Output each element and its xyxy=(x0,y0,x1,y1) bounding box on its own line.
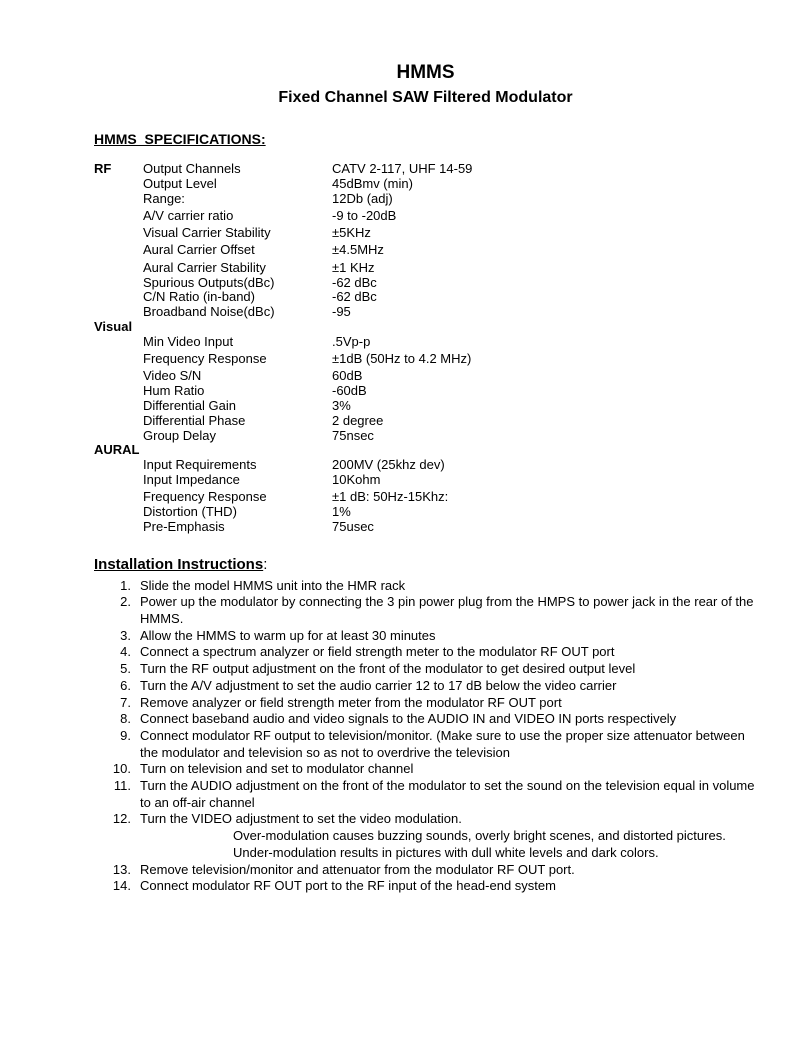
spec-label: Frequency Response xyxy=(143,489,267,505)
install-step xyxy=(94,678,757,695)
spec-value: 2 degree xyxy=(332,412,384,428)
install-step xyxy=(94,628,757,645)
install-heading xyxy=(94,556,757,574)
spec-label: Group Delay xyxy=(143,427,216,443)
step-number: 9. xyxy=(120,727,131,743)
install-step xyxy=(94,878,757,895)
spec-value: 12Db (adj) xyxy=(332,190,393,206)
install-heading-colon: : xyxy=(263,555,268,573)
step-text: Slide the model HMMS unit into the HMR rack xyxy=(140,577,406,593)
spec-row xyxy=(94,335,757,350)
spec-row xyxy=(94,520,757,535)
spec-value: .5Vp-p xyxy=(332,333,371,349)
spec-value: ±1dB (50Hz to 4.2 MHz) xyxy=(332,351,472,367)
spec-label: Distortion (THD) xyxy=(143,504,237,520)
step-text: Turn the VIDEO adjustment to set the video modulation. xyxy=(140,811,462,827)
spec-label: Visual Carrier Stability xyxy=(143,225,271,241)
spec-label: Aural Carrier Offset xyxy=(143,242,255,258)
step-number: 12. xyxy=(112,811,131,827)
spec-row xyxy=(94,290,757,305)
step-text: Power up the modulator by connecting the 3 pin power plug from the HMPS to power jack in the rear of the HMMS. xyxy=(140,594,754,627)
step-subline: Under-modulation results in pictures with dull white levels and dark colors. xyxy=(233,844,659,860)
spec-section-label: RF xyxy=(94,161,112,176)
step-text: Turn the RF output adjustment on the front of the modulator to get desired output level xyxy=(140,661,636,677)
spec-row xyxy=(94,490,757,505)
spec-value: ±5KHz xyxy=(332,225,371,241)
install-step xyxy=(94,578,757,595)
spec-row xyxy=(94,458,757,473)
spec-value: -95 xyxy=(332,304,351,320)
install-steps-list xyxy=(94,578,757,895)
step-number: 3. xyxy=(120,627,131,643)
spec-row xyxy=(94,209,757,224)
spec-value: -60dB xyxy=(332,383,367,399)
spec-label: C/N Ratio (in-band) xyxy=(143,289,255,305)
step-text: Turn the AUDIO adjustment on the front of the modulator to set the sound on the television equal in volume to an off-air channel xyxy=(140,778,755,810)
install-step xyxy=(94,728,757,761)
step-text: Turn on television and set to modulator channel xyxy=(140,761,414,777)
spec-row xyxy=(94,505,757,520)
spec-row xyxy=(94,473,757,488)
step-number: 1. xyxy=(120,577,131,593)
spec-label: Spurious Outputs(dBc) xyxy=(143,274,275,290)
install-step xyxy=(94,862,757,879)
step-number: 5. xyxy=(120,661,131,677)
spec-row xyxy=(94,399,757,414)
spec-section-label: Visual xyxy=(94,318,133,334)
spec-label: A/V carrier ratio xyxy=(143,207,234,223)
step-number: 10. xyxy=(112,761,131,777)
spec-label: Differential Gain xyxy=(143,397,236,413)
step-subline: Over-modulation causes buzzing sounds, overly bright scenes, and distorted pictures. xyxy=(233,828,726,844)
spec-row xyxy=(94,352,757,367)
step-text: Connect a spectrum analyzer or field strength meter to the modulator RF OUT port xyxy=(140,644,615,660)
spec-label: Min Video Input xyxy=(143,333,234,349)
spec-value: ±4.5MHz xyxy=(332,242,384,258)
spec-row xyxy=(94,429,757,444)
step-text: Remove television/monitor and attenuator from the modulator RF OUT port. xyxy=(140,861,575,877)
spec-value: 45dBmv (min) xyxy=(332,175,413,191)
spec-value: -62 dBc xyxy=(332,289,377,305)
install-step xyxy=(94,695,757,712)
install-step xyxy=(94,644,757,661)
spec-row xyxy=(94,177,757,192)
install-step xyxy=(94,594,757,627)
step-number: 8. xyxy=(120,711,131,727)
step-number: 14. xyxy=(112,878,131,894)
spec-value: -9 to -20dB xyxy=(332,207,397,223)
spec-label: Broadband Noise(dBc) xyxy=(143,304,275,320)
spec-row xyxy=(94,261,757,276)
spec-row xyxy=(94,162,757,177)
spec-value: 200MV (25khz dev) xyxy=(332,457,445,473)
step-text: Connect baseband audio and video signals to the AUDIO IN and VIDEO IN ports respectively xyxy=(140,711,677,727)
install-step xyxy=(94,778,757,811)
step-number: 6. xyxy=(120,677,131,693)
spec-label: Frequency Response xyxy=(143,351,267,367)
step-text: Connect modulator RF output to television/monitor. (Make sure to use the proper size attenuator between the modulator and television so as not to overdrive the television xyxy=(140,727,745,760)
spec-row xyxy=(94,414,757,429)
spec-label: Input Impedance xyxy=(143,471,240,487)
spec-value: 1% xyxy=(332,504,351,520)
install-heading-text: Installation Instructions xyxy=(94,555,264,573)
doc-title: HMMS xyxy=(396,62,455,83)
spec-row xyxy=(94,369,757,384)
spec-value: 10Kohm xyxy=(332,471,381,487)
step-text: Connect modulator RF OUT port to the RF input of the head-end system xyxy=(140,878,556,894)
spec-value: 3% xyxy=(332,397,351,413)
spec-label: Output Level xyxy=(143,175,217,191)
step-number: 4. xyxy=(120,644,131,660)
install-step xyxy=(94,761,757,778)
spec-row xyxy=(94,192,757,207)
spec-section-label: AURAL xyxy=(94,442,140,458)
step-number: 13. xyxy=(112,861,131,877)
spec-label: Hum Ratio xyxy=(143,383,205,399)
spec-label: Pre-Emphasis xyxy=(143,518,225,534)
install-step xyxy=(94,811,757,828)
specs-heading xyxy=(94,131,757,148)
spec-label: Input Requirements xyxy=(143,457,257,473)
spec-value: 75usec xyxy=(332,518,374,534)
spec-label: Range: xyxy=(143,190,185,206)
step-number: 11. xyxy=(113,778,131,794)
doc-subtitle: Fixed Channel SAW Filtered Modulator xyxy=(278,89,573,106)
spec-row xyxy=(94,226,757,241)
install-step xyxy=(94,661,757,678)
spec-section-header xyxy=(94,320,757,335)
spec-value: ±1 KHz xyxy=(332,259,375,275)
step-text: Turn the A/V adjustment to set the audio carrier 12 to 17 dB below the video carrier xyxy=(140,677,617,693)
step-text: Allow the HMMS to warm up for at least 30 minutes xyxy=(140,627,436,643)
spec-value: ±1 dB: 50Hz-15Khz: xyxy=(332,489,449,505)
spec-table xyxy=(94,162,757,535)
spec-value: -62 dBc xyxy=(332,274,377,290)
spec-row xyxy=(94,384,757,399)
spec-label: Video S/N xyxy=(143,368,202,384)
spec-section-header xyxy=(94,443,757,458)
specs-heading-text: HMMS SPECIFICATIONS: xyxy=(94,131,266,147)
spec-row xyxy=(94,243,757,258)
spec-value: 75nsec xyxy=(332,427,374,443)
step-number: 2. xyxy=(120,594,131,610)
install-step xyxy=(94,711,757,728)
spec-label: Output Channels xyxy=(143,161,241,176)
spec-value: 60dB xyxy=(332,368,363,384)
spec-row xyxy=(94,305,757,320)
spec-value: CATV 2-117, UHF 14-59 xyxy=(332,161,473,176)
spec-label: Aural Carrier Stability xyxy=(143,259,266,275)
step-number: 7. xyxy=(120,694,131,710)
step-text: Remove analyzer or field strength meter from the modulator RF OUT port xyxy=(140,694,562,710)
spec-label: Differential Phase xyxy=(143,412,246,428)
spec-row xyxy=(94,276,757,291)
